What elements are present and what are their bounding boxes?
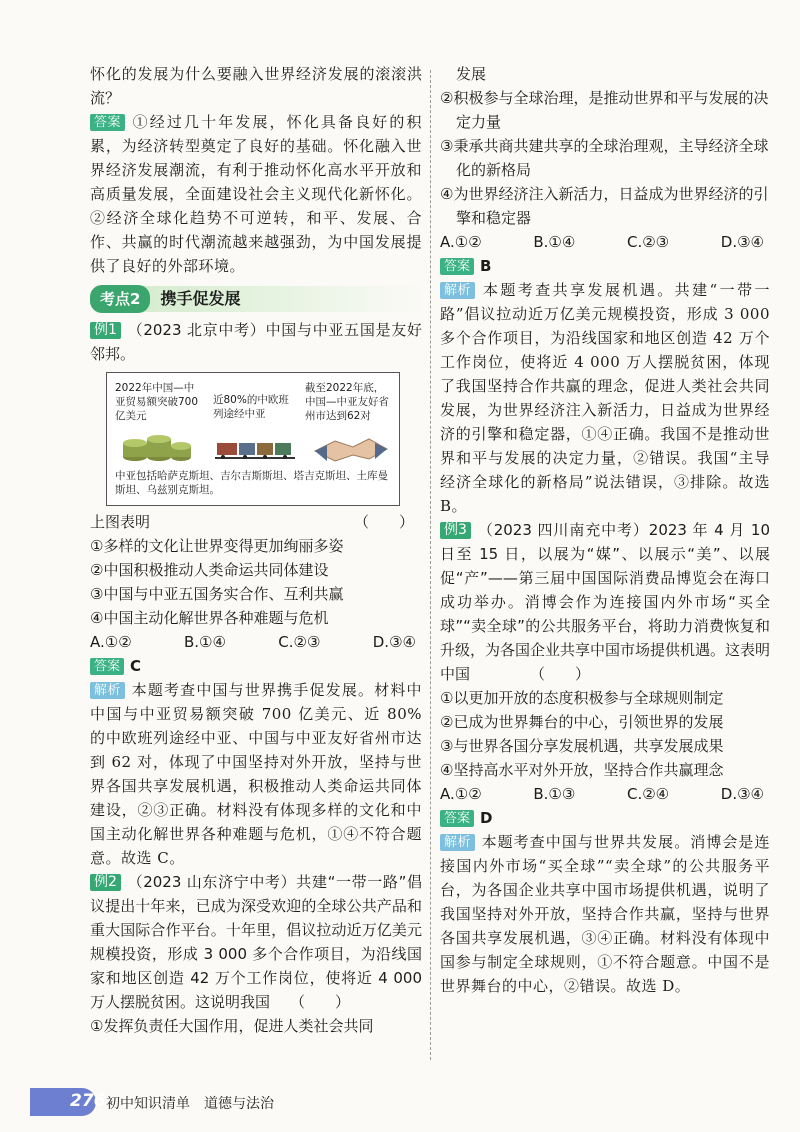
option-item: ①以更加开放的态度积极参与全球规则制定 [440,689,724,707]
left-column [90,62,422,1038]
example-1-source-text: （2023 北京中考）中国与中亚五国是友好邻邦。 [90,321,422,363]
choice-b: B.①③ [533,785,576,803]
example-1-figure [106,372,400,506]
example-1-answer [90,654,422,678]
example-3-tag: 例3 [440,522,471,539]
example-2-explanation [440,278,770,518]
column-divider [430,70,431,1060]
choice-row [440,230,770,254]
train-icon [215,439,295,463]
figure-caption-train: 近80%的中欧班列途经中亚 [213,394,289,420]
figure-note: 中亚包括哈萨克斯坦、吉尔吉斯斯坦、塔吉克斯坦、土库曼斯坦、乌兹别克斯坦。 [115,470,388,496]
example-2-body: （2023 山东济宁中考）共建“一带一路”倡议提出十年来，已成为深受欢迎的全球公共产品和重大国际合作平台。十年里，倡议拉动近万亿美元规模投资，形成 3 000 多个合作项目，为沿线国家和地区创造 42 万个工作岗位，使将近 4 000 万人摆脱贫困。这说明我国 [90,873,422,1011]
example-1-source [90,318,422,366]
explanation-text: 本题考查中国与世界共发展。消博会是连接国内外市场“买全球”“卖全球”的公共服务平台，为各国企业共享中国市场提供机遇，说明了我国坚持对外开放，坚持合作共赢，坚持与世界各国共享发展机遇，③④正确。材料没有体现中国参与制定全球规则，①不符合题意。中国不是世界舞台的中心，②错误。故选 D。 [440,833,770,995]
option-item: ②积极参与全球治理，是推动世界和平与发展的决定力量 [440,89,769,131]
right-column [440,62,770,998]
option-item: ②已成为世界舞台的中心，引领世界的发展 [440,713,724,731]
option-item: ①多样的文化让世界变得更加绚丽多姿 [90,537,344,555]
key-point-badge: 考点2 [90,285,150,313]
choice-b: B.①④ [184,633,226,651]
answer-letter: D [480,809,493,827]
handshake-icon [313,431,389,465]
example-3-explanation [440,830,770,998]
example-3-text [440,518,770,686]
answer-tag: 答案 [440,810,474,827]
example-3-body: （2023 四川南充中考）2023 年 4 月 10 日至 15 日，以展为“媒”、以展示“美”、以展促“产”——第三届中国国际消费品博览会在海口成功举办。消博会作为连接国内外市场“买全球”“卖全球”的公共服务平台，将助力消费恢复和升级，为各国企业共享中国市场提供机遇。这表明中国 [440,521,771,683]
example-1-stem [90,510,422,534]
option-item: ②中国积极推动人类命运共同体建设 [90,561,329,579]
example-1-stem-text: 上图表明 [90,513,151,531]
intro-answer [90,110,422,278]
key-point-title: 携手促发展 [160,289,241,308]
choice-a: A.①② [440,785,482,803]
option-item: ①发挥负责任大国作用，促进人类社会共同 [90,1017,374,1035]
option-item: ③中国与中亚五国务实合作、互利共赢 [90,585,344,603]
intro-question: 怀化的发展为什么要融入世界经济发展的滚滚洪流？ [90,65,422,107]
choice-c: C.②④ [626,785,670,803]
example-2-tag: 例2 [90,874,121,891]
example-1-tag: 例1 [90,322,121,339]
example-2-text [90,870,422,1014]
option-item: ④为世界经济注入新活力，日益成为世界经济的引擎和稳定器 [440,185,769,227]
answer-letter: C [130,657,142,675]
answer-letter: B [480,257,492,275]
intro-answer-text: ①经过几十年发展，怀化具备良好的积累，为经济转型奠定了良好的基础。怀化融入世界经济发展潮流，有利于推动怀化高水平开放和高质量发展，全面建设社会主义现代化新怀化。②经济全球化趋势不可逆转，和平、发展、合作、共赢的时代潮流越来越强劲，为中国发展提供了良好的外部环境。 [90,113,422,275]
book-title: 初中知识清单 道德与法治 [106,1096,274,1112]
choice-c: C.②③ [278,633,321,651]
choice-a: A.①② [90,633,132,651]
explanation-tag: 解析 [440,282,475,299]
answer-parentheses: （ ） [290,993,351,1011]
choice-b: B.①④ [533,233,576,251]
choice-d: D.③④ [720,785,764,803]
figure-caption-provinces: 截至2022年底，中国—中亚友好省州市达到62对 [305,382,389,422]
option-item: ③秉承共商共建共享的全球治理观，主导经济全球化的新格局 [440,137,769,179]
explanation-text: 本题考查共享发展机遇。共建“一带一路”倡议拉动近万亿美元规模投资，形成 3 000 多个合作项目，为沿线国家和地区创造 42 万个工作岗位，使将近 4 000 万人摆脱贫困，体现了我国坚持合作共赢的理念，促进人类社会共同发展，为世界经济注入新活力，日益成为世界经济的引擎和稳定器，①④正确。我国不是推动世界和平与发展的决定力量，②错误。我国“主导经济全球化的新格局”说法错误，③排除。故选 B。 [440,281,770,515]
answer-tag: 答案 [440,258,474,275]
choice-row [90,630,422,654]
key-point-header [90,286,422,312]
option-continuation: 发展 [456,65,487,83]
coins-icon [121,433,193,463]
option-item: ④中国主动化解世界各种难题与危机 [90,609,329,627]
option-item: ③与世界各国分享发展机遇，共享发展成果 [440,737,724,755]
option-item: ④坚持高水平对外开放，坚持合作共赢理念 [440,761,724,779]
answer-parentheses: （ ） [353,513,414,531]
figure-caption-trade: 2022年中国—中亚贸易额突破700亿美元 [115,382,199,422]
example-3-answer [440,806,770,830]
choice-row [440,782,770,806]
choice-a: A.①② [440,233,482,251]
answer-tag: 答案 [90,658,124,675]
answer-parentheses: （ ） [530,665,591,683]
example-2-answer [440,254,770,278]
choice-c: C.②③ [626,233,670,251]
answer-tag: 答案 [90,114,125,131]
choice-d: D.③④ [372,633,416,651]
explanation-tag: 解析 [90,682,125,699]
explanation-tag: 解析 [440,834,475,851]
page-footer [30,1088,390,1116]
choice-d: D.③④ [720,233,764,251]
explanation-text: 本题考查中国与世界携手促发展。材料中中国与中亚贸易额突破 700 亿美元、近 80% 的中欧班列途经中亚、中国与中亚友好省州市达到 62 对，体现了中国坚持对外开放，坚持与世界各国共享发展机遇，积极推动人类命运共同体建设，②③正确。材料没有体现多样的文化和中国主动化解世界各种难题与危机，①④不符合题意。故选 C。 [90,681,422,867]
page-number: 276 [70,1091,106,1111]
example-1-explanation [90,678,422,870]
